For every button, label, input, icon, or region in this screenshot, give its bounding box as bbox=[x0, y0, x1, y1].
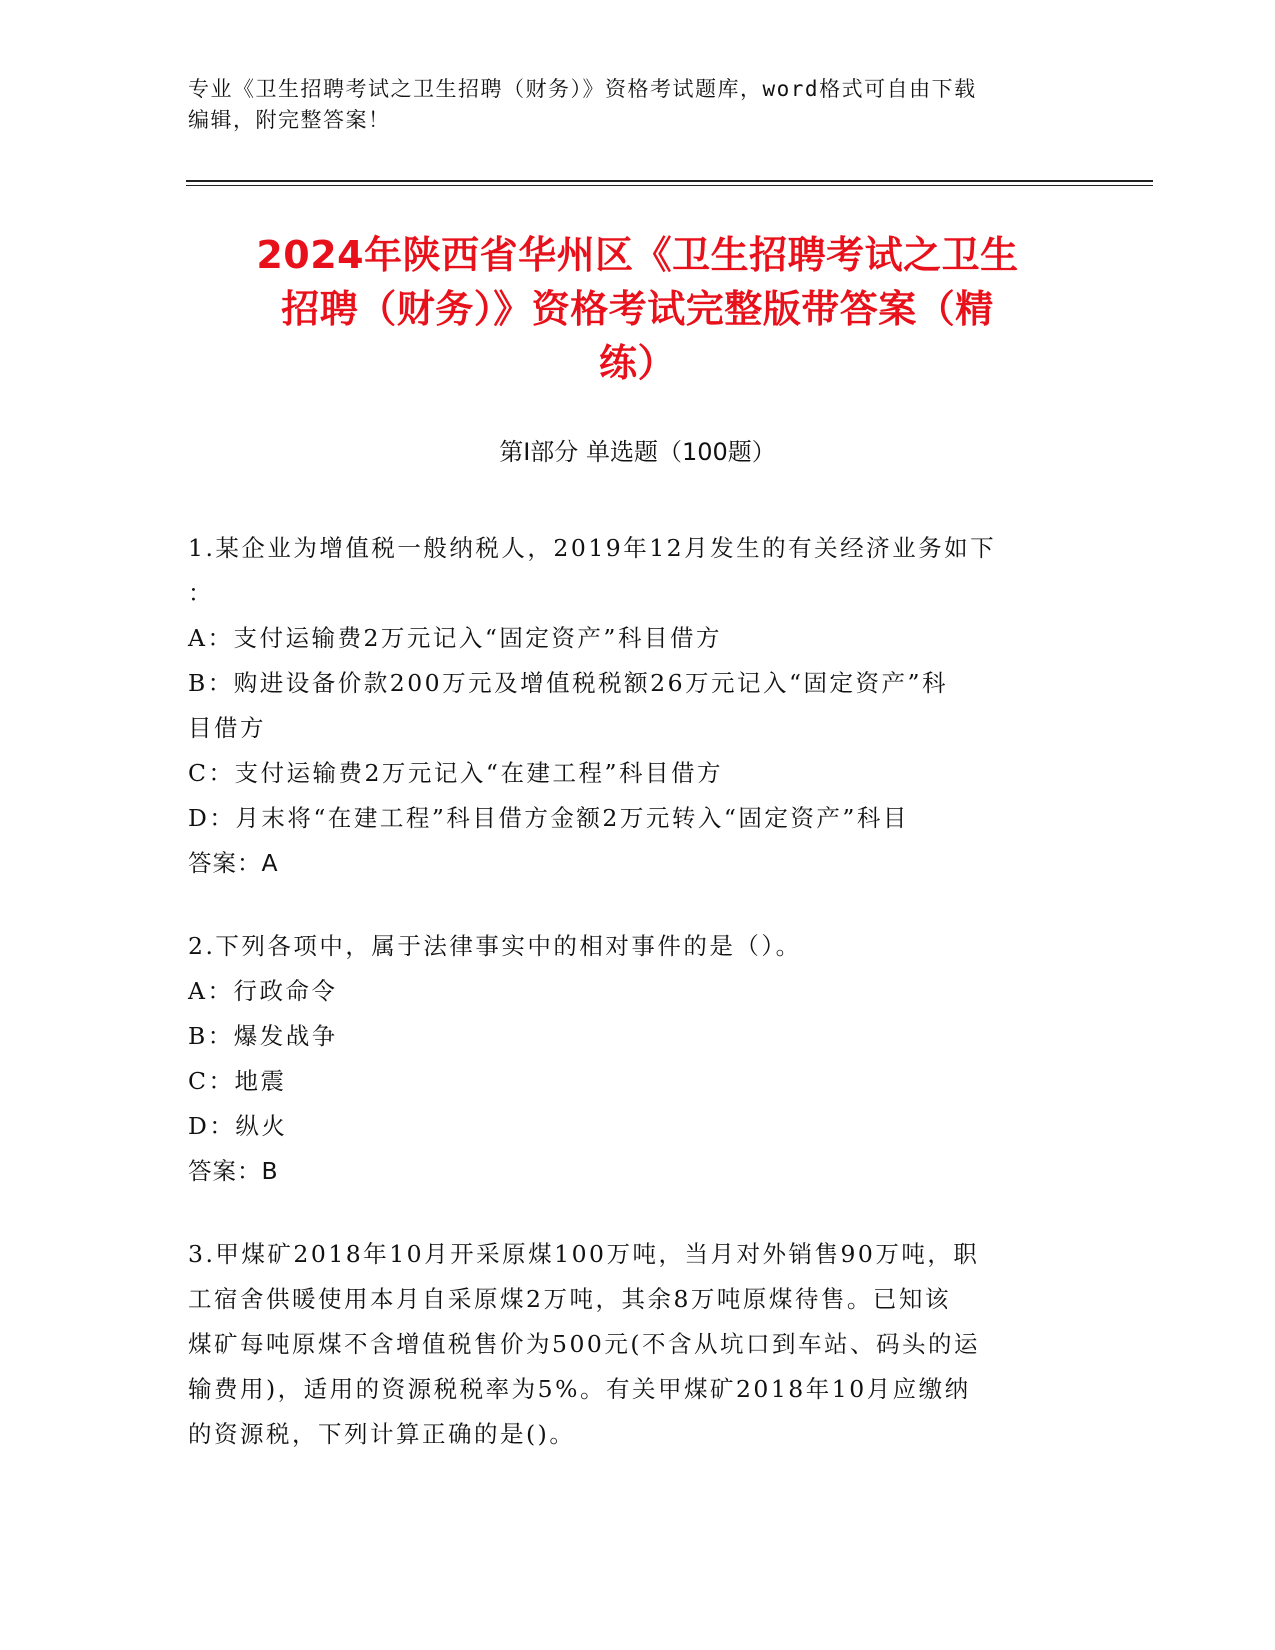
option-d: D：纵火 bbox=[188, 1112, 288, 1140]
question-2 bbox=[188, 924, 1088, 1194]
option-a: A：支付运输费2万元记入“固定资产”科目借方 bbox=[188, 624, 722, 652]
question-list bbox=[188, 526, 1088, 1495]
question-stem-line: 工宿舍供暖使用本月自采原煤2万吨，其余8万吨原煤待售。已知该 bbox=[188, 1285, 951, 1313]
header-note-line: 专业《卫生招聘考试之卫生招聘（财务）》资格考试题库，word格式可自由下载 bbox=[188, 77, 977, 101]
option-a: A：行政命令 bbox=[188, 977, 338, 1005]
document-title bbox=[180, 228, 1095, 390]
answer: 答案：A bbox=[188, 849, 279, 877]
option-d: D：月末将“在建工程”科目借方金额2万元转入“固定资产”科目 bbox=[188, 804, 909, 832]
question-stem-line: 3.甲煤矿2018年10月开采原煤100万吨，当月对外销售90万吨，职 bbox=[188, 1240, 980, 1268]
question-stem-line: 1.某企业为增值税一般纳税人，2019年12月发生的有关经济业务如下 bbox=[188, 534, 997, 562]
header-note-line: 编辑，附完整答案！ bbox=[188, 108, 391, 132]
answer: 答案：B bbox=[188, 1157, 279, 1185]
question-stem-line: ： bbox=[188, 579, 214, 607]
option-b: B：爆发战争 bbox=[188, 1022, 338, 1050]
section-title: 第I部分 单选题（100题） bbox=[499, 438, 776, 466]
header-note bbox=[188, 74, 1088, 136]
option-b: B：购进设备价款200万元及增值税税额26万元记入“固定资产”科 bbox=[188, 669, 949, 697]
header-divider-thin bbox=[186, 185, 1153, 186]
question-3 bbox=[188, 1232, 1088, 1457]
document-title-line: 招聘（财务）》资格考试完整版带答案（精 bbox=[281, 287, 994, 331]
question-stem-line: 的资源税，下列计算正确的是()。 bbox=[188, 1420, 576, 1448]
question-stem-line: 煤矿每吨原煤不含增值税售价为500元(不含从坑口到车站、码头的运 bbox=[188, 1330, 981, 1358]
header-divider-thick bbox=[186, 180, 1153, 182]
option-c: C：支付运输费2万元记入“在建工程”科目借方 bbox=[188, 759, 723, 787]
question-stem-line: 输费用)，适用的资源税税率为5%。有关甲煤矿2018年10月应缴纳 bbox=[188, 1375, 971, 1403]
option-b-continued: 目借方 bbox=[188, 714, 266, 742]
option-c: C：地震 bbox=[188, 1067, 287, 1095]
document-title-line: 2024年陕西省华州区《卫生招聘考试之卫生 bbox=[256, 233, 1019, 277]
document-title-line: 练） bbox=[598, 341, 676, 385]
question-stem-line: 2.下列各项中，属于法律事实中的相对事件的是（）。 bbox=[188, 932, 802, 960]
question-1 bbox=[188, 526, 1088, 886]
